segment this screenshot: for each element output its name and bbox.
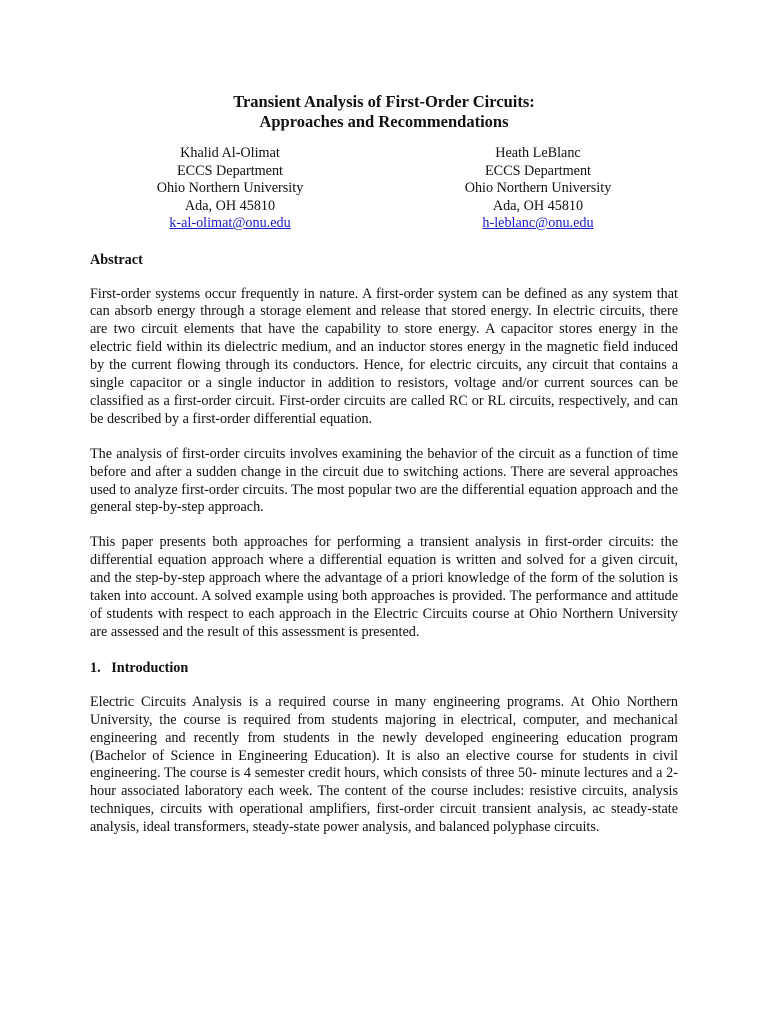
abstract-paragraph: This paper presents both approaches for performing a transient analysis in first-order circuits: the differential equation approach where a differential equation is written and solved for a given circuit, and the step-by-step approach where the advantage of a priori knowledge of the form of the solution is taken into account. A solved example using both approaches is provided. The performance and attitude of students with respect to each approach in the Electric Circuits course at Ohio Northern University are assessed and the result of this assessment is presented. — [90, 534, 678, 640]
abstract-heading: Abstract — [90, 251, 143, 268]
author-email-link[interactable]: k-al-olimat@onu.edu — [169, 215, 291, 231]
author-university: Ohio Northern University — [464, 180, 612, 196]
abstract-paragraph: First-order systems occur frequently in nature. A first-order system can be defined as any system that can absorb energy through a storage element and release that stored energy. In electric circuits, there are two circuit elements that have the capability to store energy. A capacitor stores energy in the electric field within its dielectric medium, and an inductor stores energy in the magnetic field induced by the current flowing through its conductors. Hence, for electric circuits, any circuit that contains a single capacitor or a single inductor in addition to resistors, voltage and/or current sources can be classified as a first-order circuit. First-order circuits are called RC or RL circuits, respectively, and can be described by a first-order differential equation. — [90, 285, 678, 427]
author-university: Ohio Northern University — [156, 180, 304, 196]
paper-page — [90, 92, 678, 837]
author-department: ECCS Department — [485, 162, 591, 179]
author-1 — [90, 145, 370, 233]
title-line-1: Transient Analysis of First-Order Circuits: — [233, 92, 535, 111]
title-line-2: Approaches and Recommendations — [259, 112, 509, 131]
author-2 — [398, 145, 678, 233]
introduction-heading: 1. Introduction — [90, 659, 189, 676]
author-location: Ada, OH 45810 — [184, 197, 276, 214]
author-name: Heath LeBlanc — [495, 145, 581, 161]
author-location: Ada, OH 45810 — [492, 197, 584, 214]
introduction-paragraph: Electric Circuits Analysis is a required course in many engineering programs. At Ohio Northern University, the course is required from students majoring in electrical, computer, and mechanical engineering and recently from students in the newly developed engineering education program (Bachelor of Science in Engineering Education). It is also an elective course for students in civil engineering. The course is 4 semester credit hours, which consists of three 50- minute lectures and a 2-hour associated laboratory each week. The content of the course includes: resistive circuits, analysis techniques, circuits with operational amplifiers, first-order circuit transient analysis, ac steady-state analysis, ideal transformers, steady-state power analysis, and balanced polyphase circuits. — [90, 693, 678, 836]
author-department: ECCS Department — [177, 162, 283, 179]
paper-title — [90, 92, 678, 132]
author-email-link[interactable]: h-leblanc@onu.edu — [482, 215, 594, 231]
author-name: Khalid Al-Olimat — [180, 145, 280, 161]
abstract-paragraph: The analysis of first-order circuits involves examining the behavior of the circuit as a function of time before and after a sudden change in the circuit due to switching actions. There are several approaches used to analyze first-order circuits. The most popular two are the differential equation approach and the general step-by-step approach. — [90, 445, 678, 516]
author-block — [90, 145, 678, 233]
